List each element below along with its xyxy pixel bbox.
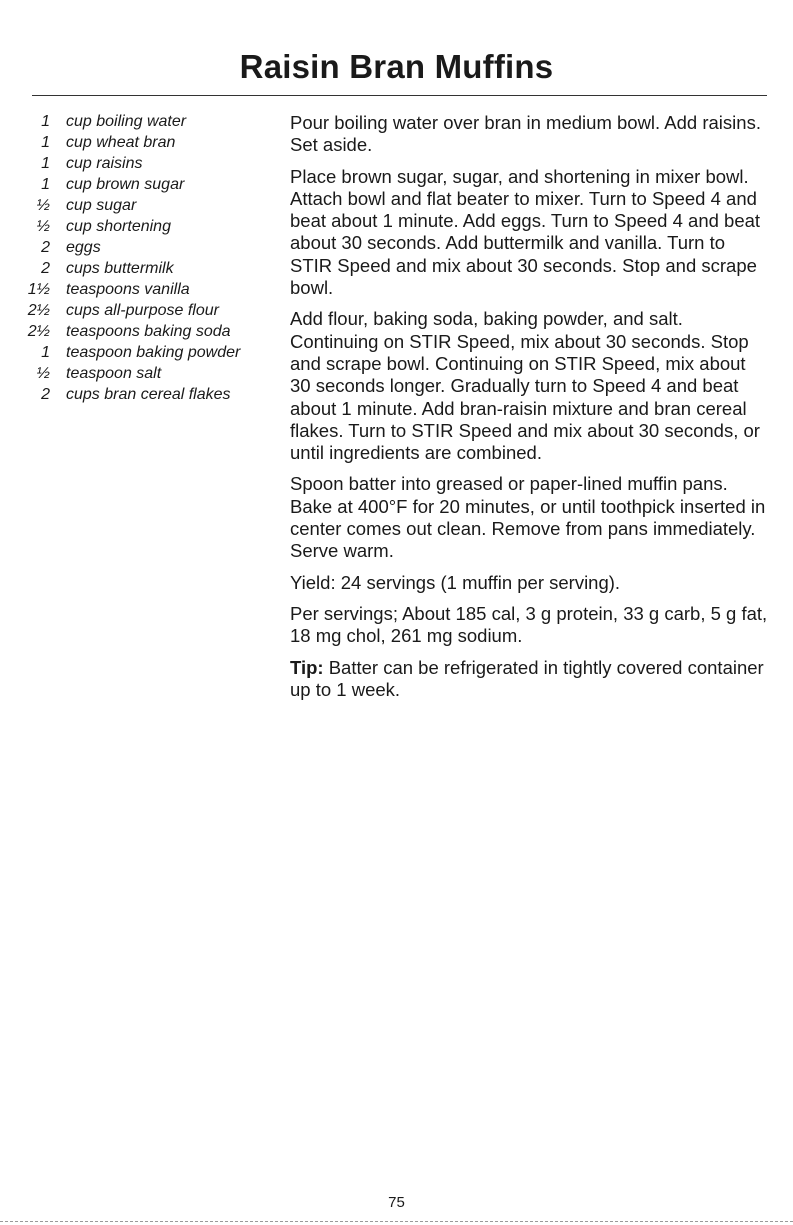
ingredient-quantity: 1 bbox=[41, 176, 50, 193]
ingredient-item bbox=[20, 237, 290, 258]
tip-label: Tip: bbox=[290, 656, 324, 678]
ingredient-text: teaspoon salt bbox=[66, 365, 162, 382]
ingredient-quantity: 1 bbox=[41, 134, 50, 151]
ingredient-item bbox=[20, 279, 290, 300]
ingredient-text: cup sugar bbox=[66, 197, 137, 214]
page-bottom-edge bbox=[0, 1221, 793, 1222]
ingredient-item bbox=[20, 258, 290, 279]
ingredient-item bbox=[20, 174, 290, 195]
ingredient-text: cup boiling water bbox=[66, 113, 187, 130]
ingredient-quantity: 2 bbox=[41, 260, 50, 277]
ingredient-text: cup shortening bbox=[66, 218, 171, 235]
ingredient-quantity: 1 bbox=[41, 344, 50, 361]
ingredient-item bbox=[20, 153, 290, 174]
ingredient-text: cups bran cereal flakes bbox=[66, 386, 231, 403]
ingredient-item bbox=[20, 216, 290, 237]
ingredient-quantity: ½ bbox=[36, 197, 50, 214]
ingredient-quantity: 1 bbox=[41, 113, 50, 130]
ingredient-text: teaspoons vanilla bbox=[66, 281, 190, 298]
ingredient-text: teaspoons baking soda bbox=[66, 323, 231, 340]
nutrition-text: Per servings; About 185 cal, 3 g protein, 33 g carb, 5 g fat, 18 mg chol, 261 mg sodium. bbox=[290, 602, 768, 647]
title-divider bbox=[32, 95, 767, 96]
ingredient-quantity: 2 bbox=[41, 239, 50, 256]
ingredient-quantity: 2½ bbox=[27, 302, 50, 319]
tip-text: Batter can be refrigerated in tightly covered container up to 1 week. bbox=[290, 656, 764, 700]
ingredient-text: cup raisins bbox=[66, 155, 143, 172]
ingredient-item bbox=[20, 363, 290, 384]
instruction-paragraph: Place brown sugar, sugar, and shortening in mixer bowl. Attach bowl and flat beater to mixer. Turn to Speed 4 and beat about 1 minute. Add eggs. Turn to Speed 4 and beat about 30 seconds. Add buttermilk and vanilla. Turn to STIR Speed and mix about 30 seconds. Stop and scrape bowl. bbox=[290, 165, 761, 299]
ingredient-quantity: 2½ bbox=[27, 323, 50, 340]
recipe-title: Raisin Bran Muffins bbox=[239, 48, 554, 85]
ingredient-item bbox=[20, 384, 290, 405]
ingredient-text: cups all-purpose flour bbox=[66, 302, 219, 319]
instructions bbox=[290, 112, 770, 710]
ingredient-quantity: 1 bbox=[41, 155, 50, 172]
yield-text: Yield: 24 servings (1 muffin per serving). bbox=[290, 571, 621, 593]
ingredient-list bbox=[20, 111, 290, 405]
ingredient-text: cups buttermilk bbox=[66, 260, 174, 277]
ingredient-text: teaspoon baking powder bbox=[66, 344, 241, 361]
tip bbox=[290, 657, 770, 702]
ingredient-quantity: 1½ bbox=[27, 281, 50, 298]
ingredient-item bbox=[20, 321, 290, 342]
ingredient-item bbox=[20, 111, 290, 132]
ingredient-item bbox=[20, 132, 290, 153]
ingredient-item bbox=[20, 300, 290, 321]
instruction-paragraph: Pour boiling water over bran in medium bowl. Add raisins. Set aside. bbox=[290, 112, 761, 156]
ingredient-quantity: 2 bbox=[41, 386, 50, 403]
ingredient-text: eggs bbox=[66, 239, 101, 256]
ingredient-text: cup brown sugar bbox=[66, 176, 185, 193]
instruction-paragraph: Spoon batter into greased or paper-lined muffin pans. Bake at 400°F for 20 minutes, or until toothpick inserted in center comes out clean. Remove from pans immediately. Serve warm. bbox=[290, 473, 766, 562]
ingredient-item bbox=[20, 342, 290, 363]
ingredient-text: cup wheat bran bbox=[66, 134, 176, 151]
page-number: 75 bbox=[388, 1194, 405, 1211]
instruction-paragraph: Add flour, baking soda, baking powder, and salt. Continuing on STIR Speed, mix about 30 seconds. Stop and scrape bowl. Continuing on STIR Speed, mix about 30 seconds longer. Gradually turn to Speed 4 and beat about 1 minute. Add bran-raisin mixture and bran cereal flakes. Turn to STIR Speed and mix about 30 seconds, or until ingredients are combined. bbox=[290, 308, 760, 464]
ingredient-item bbox=[20, 195, 290, 216]
ingredient-quantity: ½ bbox=[36, 218, 50, 235]
ingredient-quantity: ½ bbox=[36, 365, 50, 382]
